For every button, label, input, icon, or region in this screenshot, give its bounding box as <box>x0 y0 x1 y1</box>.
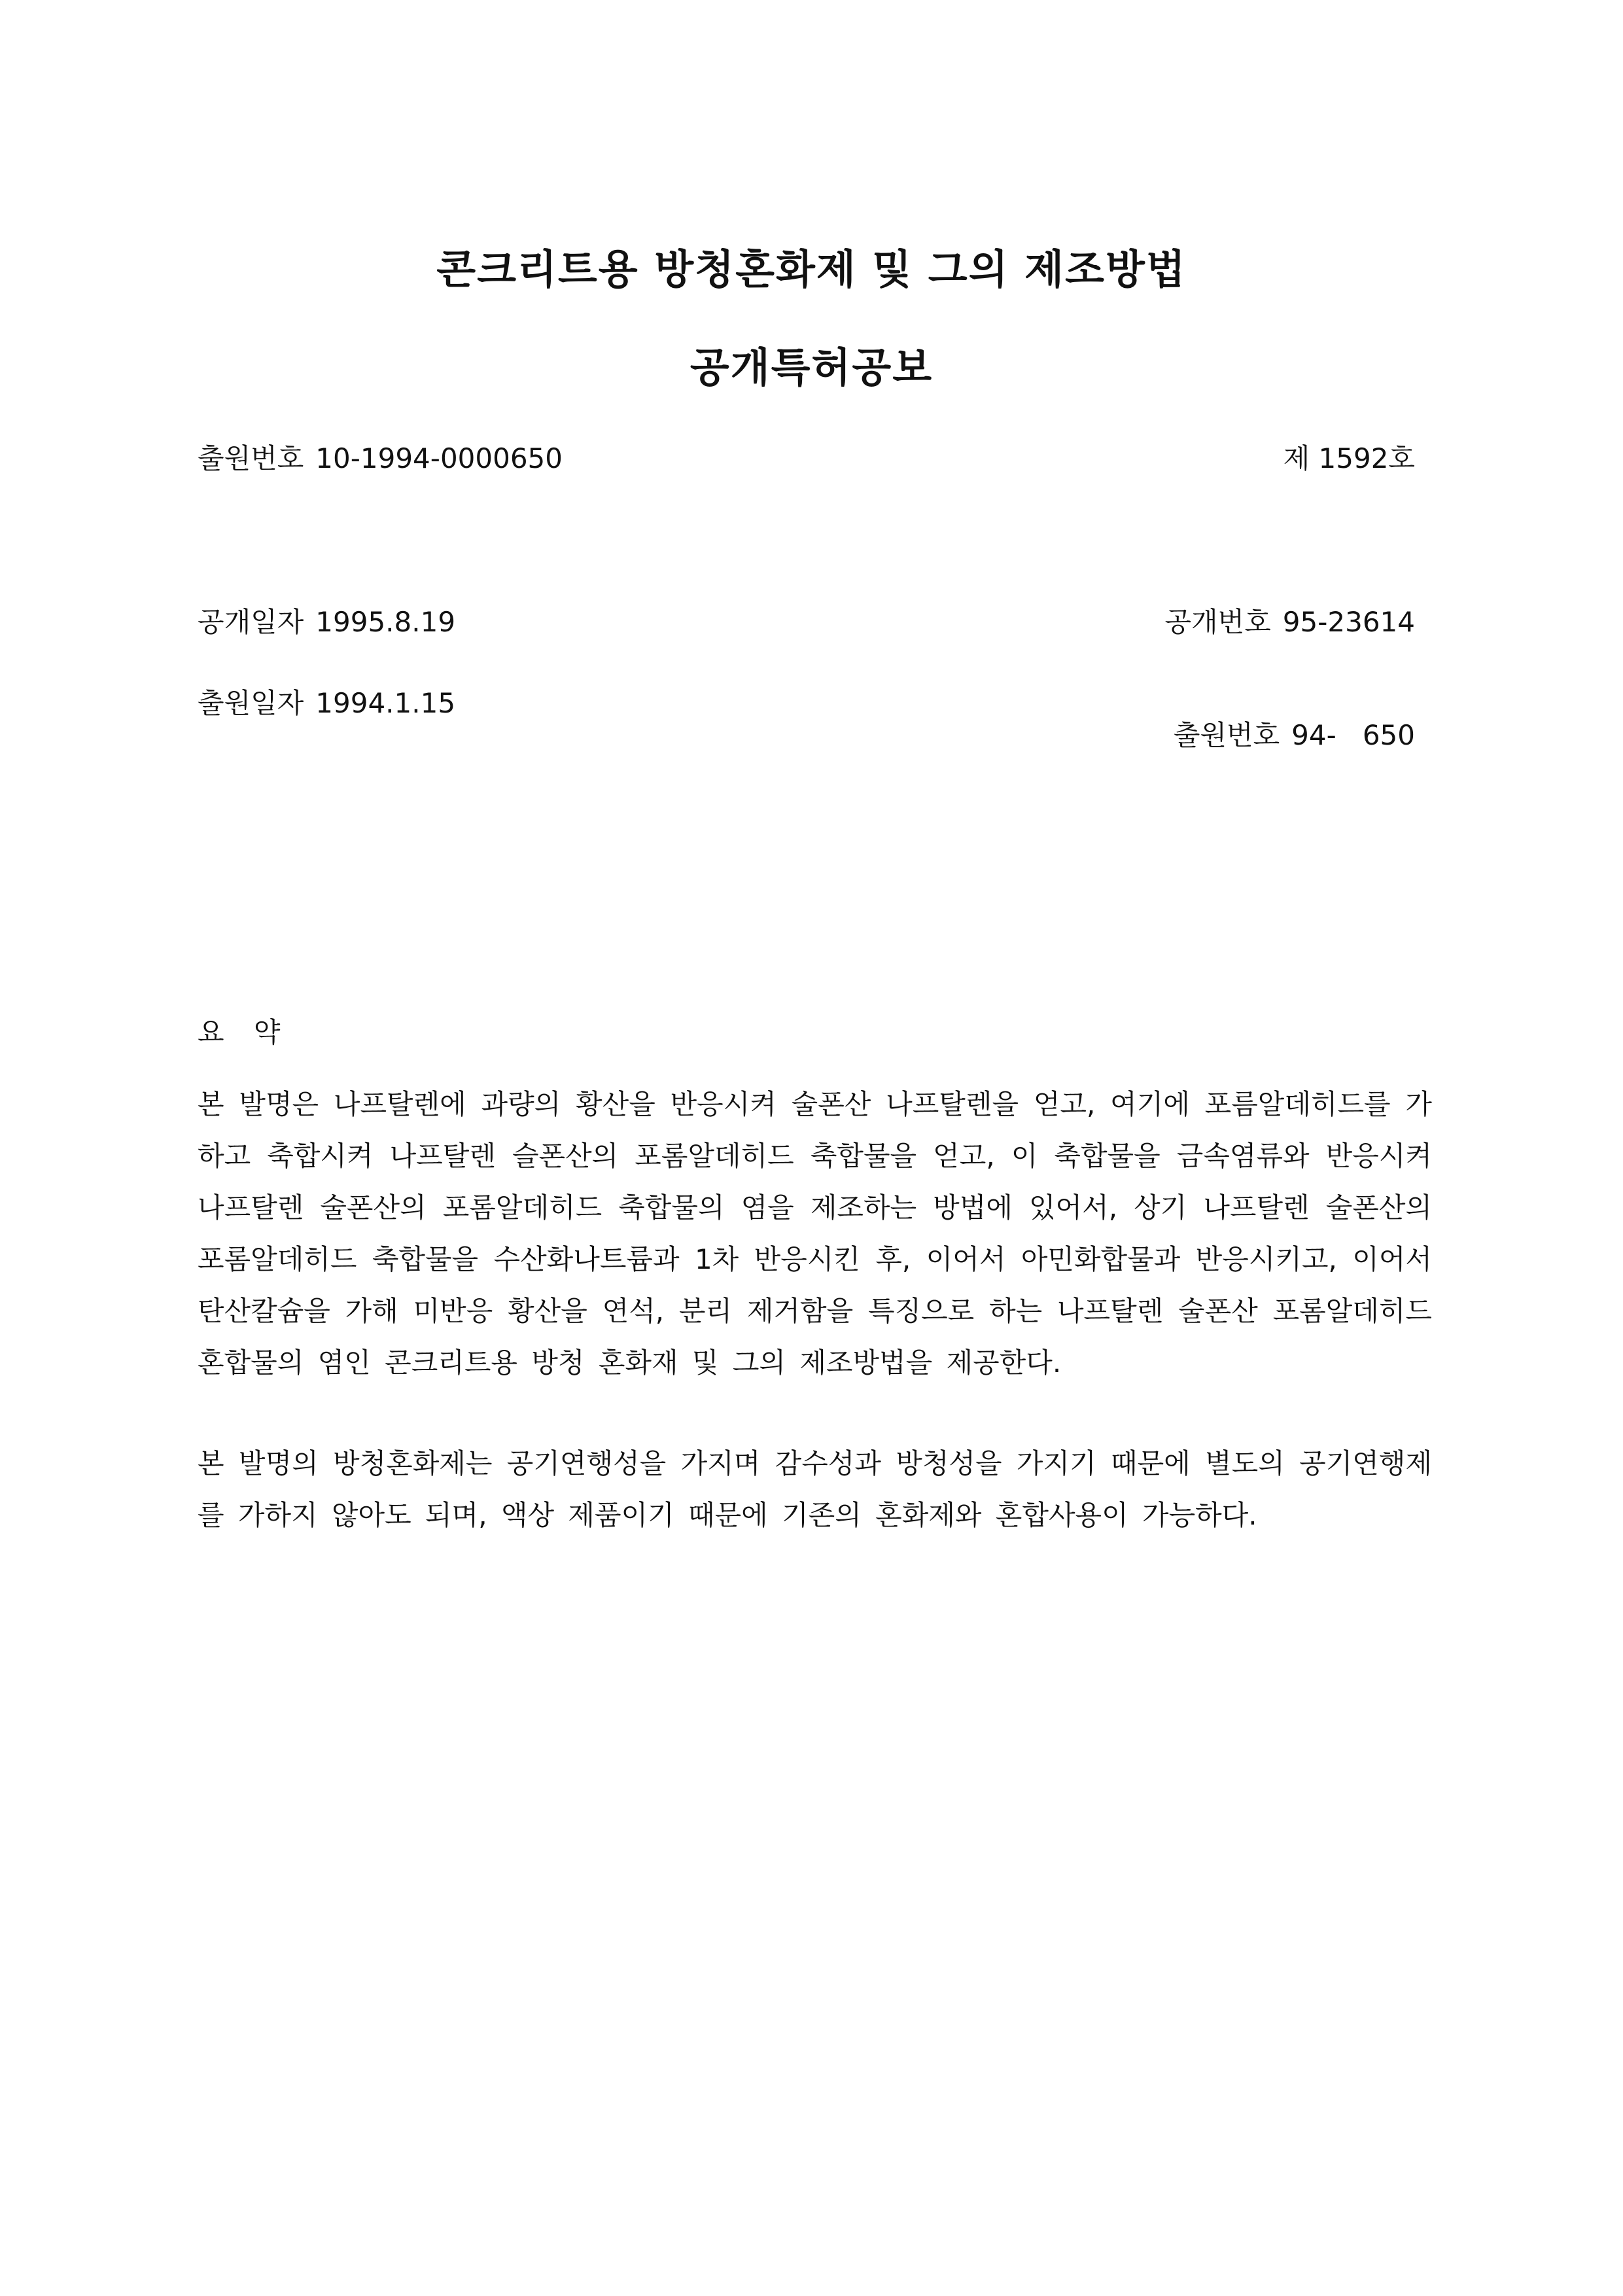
document-subtitle: 공개특허공보 <box>689 344 934 391</box>
filing-number-value: 94- 650 <box>1291 719 1415 751</box>
application-number-value: 10-1994-0000650 <box>315 442 563 474</box>
publication-date-label: 공개일자 <box>198 606 304 638</box>
filing-number-label: 출원번호 <box>1173 719 1280 751</box>
application-number <box>198 437 563 476</box>
abstract-paragraph-1: 본 발명은 나프탈렌에 과량의 황산을 반응시켜 술폰산 나프탈렌을 얻고, 여기에 포름알데히드를 가하고 축합시켜 나프탈렌 슬폰산의 포롬알데히드 축합물을 얻고, 이 축합물을 금속염류와 반응시켜 나프탈렌 술폰산의 포롬알데히드 축합물의 염을 제조하는 방법에 있어서, 상기 나프탈렌 술폰산의 포롬알데히드 축합물을 수산화나트륨과 1차 반응시킨 후, 이어서 아민화합물과 반응시키고, 이어서 탄산칼슘을 가해 미반응 황산을 연석, 분리 제거함을 특징으로 하는 나프탈렌 술폰산 포롬알데히드 혼합물의 염인 콘크리트용 방청 혼화재 및 그의 제조방법을 제공한다. <box>198 1088 1432 1379</box>
filing-number <box>1138 682 1415 785</box>
filing-date-label: 출원일자 <box>198 687 304 719</box>
abstract-heading: 요 약 <box>198 1016 291 1048</box>
publication-number-label: 공개번호 <box>1164 606 1271 638</box>
document-title: 콘크리트용 방청혼화제 및 그의 제조방법 <box>436 245 1187 293</box>
issue-number: 제 1592호 <box>1283 442 1415 474</box>
publication-number <box>1164 601 1415 640</box>
filing-date-value: 1994.1.15 <box>315 687 456 719</box>
publication-date <box>198 601 455 640</box>
filing-date <box>198 682 455 721</box>
application-number-label: 출원번호 <box>198 442 304 474</box>
publication-number-value: 95-23614 <box>1282 606 1415 638</box>
publication-date-value: 1995.8.19 <box>315 606 456 638</box>
abstract-paragraph-2: 본 발명의 방청혼화제는 공기연행성을 가지며 감수성과 방청성을 가지기 때문에 별도의 공기연행제를 가하지 않아도 되며, 액상 제품이기 때문에 기존의 혼화제와 혼합사용이 가능하다. <box>198 1447 1432 1531</box>
